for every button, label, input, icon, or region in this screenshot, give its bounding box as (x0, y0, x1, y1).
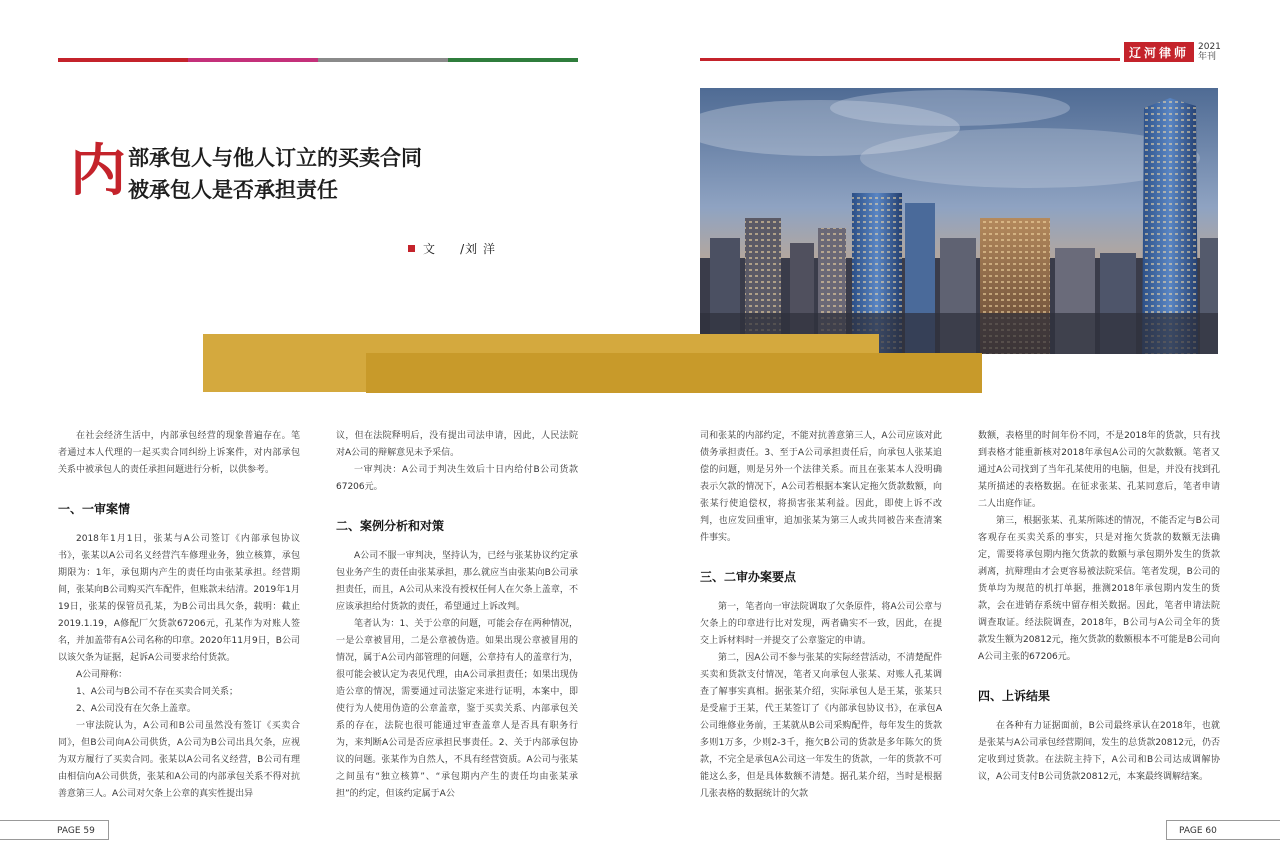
paragraph: 第二，因A公司不参与张某的实际经营活动，不清楚配件买卖和货款支付情况，笔者又向承包人张某、对账人孔某调查了解事实真相。据张某介绍，实际承包人是王某，张某只是受雇于王某，代王某签订了《内部承包协议书》，在承包A公司维修业务前，王某就从B公司采购配件，每年发生的货款多则1万多，少则2-3千，拖欠B公司的货款是多年陈欠的货款，不完全是承包A公司这一年发生的货款，一年的货款不可能这么多，但是具体数额不清楚。据孔某介绍，当时是根据几张表格的数据统计的欠款 (700, 653, 942, 799)
paragraph: 2、A公司没有在欠条上盖章。 (76, 704, 196, 714)
city-skyline-photo (700, 88, 1218, 354)
header-color-bar-magenta (188, 58, 318, 62)
text-column-2 (336, 428, 578, 803)
byline (408, 240, 496, 257)
header-color-bar-green (448, 58, 578, 62)
page-number-right: PAGE 60 (1166, 820, 1280, 840)
article-title (128, 142, 422, 206)
article-title-line1: 部承包人与他人订立的买卖合同 (128, 146, 422, 170)
paragraph: 数额，表格里的时间年份不同，不是2018年的货款，只有找到表格才能重新核对2018年承包A公司的欠款数额。笔者又通过A公司找到了当年孔某使用的电脑，但是，并没有找到孔某所描述的表格数据。在征求张某、孔某同意后，笔者申请二人出庭作证。 (978, 431, 1220, 509)
section-heading-1: 一、一审案情 (58, 502, 131, 516)
paragraph: A公司不服一审判决，坚持认为，已经与张某协议约定承包业务产生的责任由张某承担，那么就应当由张某向B公司承担责任，而且，A公司从来没有授权任何人在欠条上盖章，不应该承担给付货款的责任，希望通过上诉改判。 (336, 551, 578, 612)
paragraph: 第一，笔者向一审法院调取了欠条原件，将A公司公章与欠条上的印章进行比对发现，两者确实不一致，因此，在提交上诉材料时一并提交了公章鉴定的申请。 (700, 602, 942, 646)
page-number-left: PAGE 59 (0, 820, 109, 840)
paragraph: 司和张某的内部约定，不能对抗善意第三人，A公司应该对此债务承担责任。3、至于A公司承担责任后，向承包人张某追偿的问题，则是另外一个法律关系。而且在张某本人没明确表示欠款的情况下，A公司若根据本案认定拖欠货款数额，向张某行使追偿权，将损害张某利益。因此，即使上诉不改判，也应发回重审，追加张某为第三人或共同被告来查清案件事实。 (700, 431, 942, 543)
paragraph: 笔者认为：1、关于公章的问题，可能会存在两种情况，一是公章被冒用，二是公章被伪造。如果出现公章被冒用的情况，属于A公司内部管理的问题，公章持有人的盖章行为，很可能会被认定为表见代理，由A公司承担责任；如果出现伪造公章的情况，需要通过司法鉴定来进行证明，本案中，即使行为人使用伪造的公章盖章，鉴于买卖关系、内部承包关系的存在，法院也很可能通过审查盖章人是否具有职务行为，来判断A公司是否应承担民事责任。2、关于内部承包协议的问题。张某作为自然人，不具有经营资质。A公司与张某之间虽有“独立核算”、“承包期内产生的责任均由张某承担”的约定，但该约定属于A公 (336, 619, 578, 799)
paragraph: 一审判决：A公司于判决生效后十日内给付B公司货款67206元。 (336, 465, 578, 492)
header-color-bar-red (58, 58, 188, 62)
text-column-3 (700, 428, 942, 803)
paragraph: 2018年1月1日，张某与A公司签订《内部承包协议书》，张某以A公司名义经营汽车修理业务，独立核算，承包期限为：1年，承包期内产生的责任均由张某承担。经营期间，张某向B公司购买汽车配件，但账款未结清。2019年1月19日，张某的保管员孔某，为B公司出具欠条，载明：截止2019.1.19，A修配厂欠货款67206元，孔某作为对账人签名，并加盖带有A公司名称的印章。2020年11月9日，B公司以该欠条为证据，起诉A公司要求给付货款。 (58, 534, 300, 663)
paragraph: A公司辩称： (76, 670, 128, 680)
section-heading-4: 四、上诉结果 (978, 689, 1051, 703)
byline-label: 文 (423, 242, 437, 256)
issue-label (1198, 42, 1221, 62)
article-title-line2: 被承包人是否承担责任 (128, 178, 338, 202)
magazine-logo: 辽河律师 (1124, 42, 1194, 62)
paragraph: 在各种有力证据面前，B公司最终承认在2018年，也就是张某与A公司承包经营期间，发生的总货款20812元，仍否定收到过货款。在法院主持下，A公司和B公司达成调解协议，A公司支付B公司货款20812元，本案最终调解结案。 (978, 721, 1220, 782)
text-column-4 (978, 428, 1220, 786)
paragraph: 1、A公司与B公司不存在买卖合同关系； (76, 687, 239, 697)
paragraph: 第三，根据张某、孔某所陈述的情况，不能否定与B公司客观存在买卖关系的事实，只是对拖欠货款的数额无法确定，需要将承包期内拖欠货款的数额与承包期外发生的货款剥离，抗辩理由才会更容易被法院采信。笔者发现，B公司的货单均为规范的机打单据，推测2018年承包期内发生的货款，会在进销存系统中留存相关数据。因此，笔者申请法院调查取证。经法院调查，2018年，B公司与A公司全年的货款发生额为20812元，拖欠货款的数额根本不可能是B公司向A公司主张的67206元。 (978, 516, 1220, 662)
paragraph: 议，但在法院释明后，没有提出司法申请，因此，人民法院对A公司的辩解意见未予采信。 (336, 431, 578, 458)
decorative-gold-band-inner (366, 353, 982, 393)
header-rule-right (700, 58, 1120, 61)
issue-type: 年刊 (1198, 52, 1217, 62)
section-heading-3: 三、二审办案要点 (700, 570, 797, 584)
header-color-bar-gray (318, 58, 448, 62)
title-initial-character: 内 (70, 139, 126, 204)
intro-paragraph: 在社会经济生活中，内部承包经营的现象普遍存在。笔者通过本人代理的一起买卖合同纠纷上诉案件，对内部承包关系中被承包人的责任承担问题进行分析，以供参考。 (58, 431, 300, 475)
byline-square-icon (408, 245, 415, 252)
text-column-1 (58, 428, 300, 803)
section-heading-2: 二、案例分析和对策 (336, 519, 445, 533)
byline-author: /刘 洋 (460, 242, 496, 256)
issue-year: 2021 (1198, 42, 1221, 52)
paragraph: 一审法院认为，A公司和B公司虽然没有签订《买卖合同》，但B公司向A公司供货，A公司为B公司出具欠条，应视为双方履行了买卖合同。张某以A公司名义经营，B公司有理由相信向A公司供货，张某和A公司的内部承包关系不得对抗善意第三人。A公司对欠条上公章的真实性提出异 (58, 721, 300, 799)
